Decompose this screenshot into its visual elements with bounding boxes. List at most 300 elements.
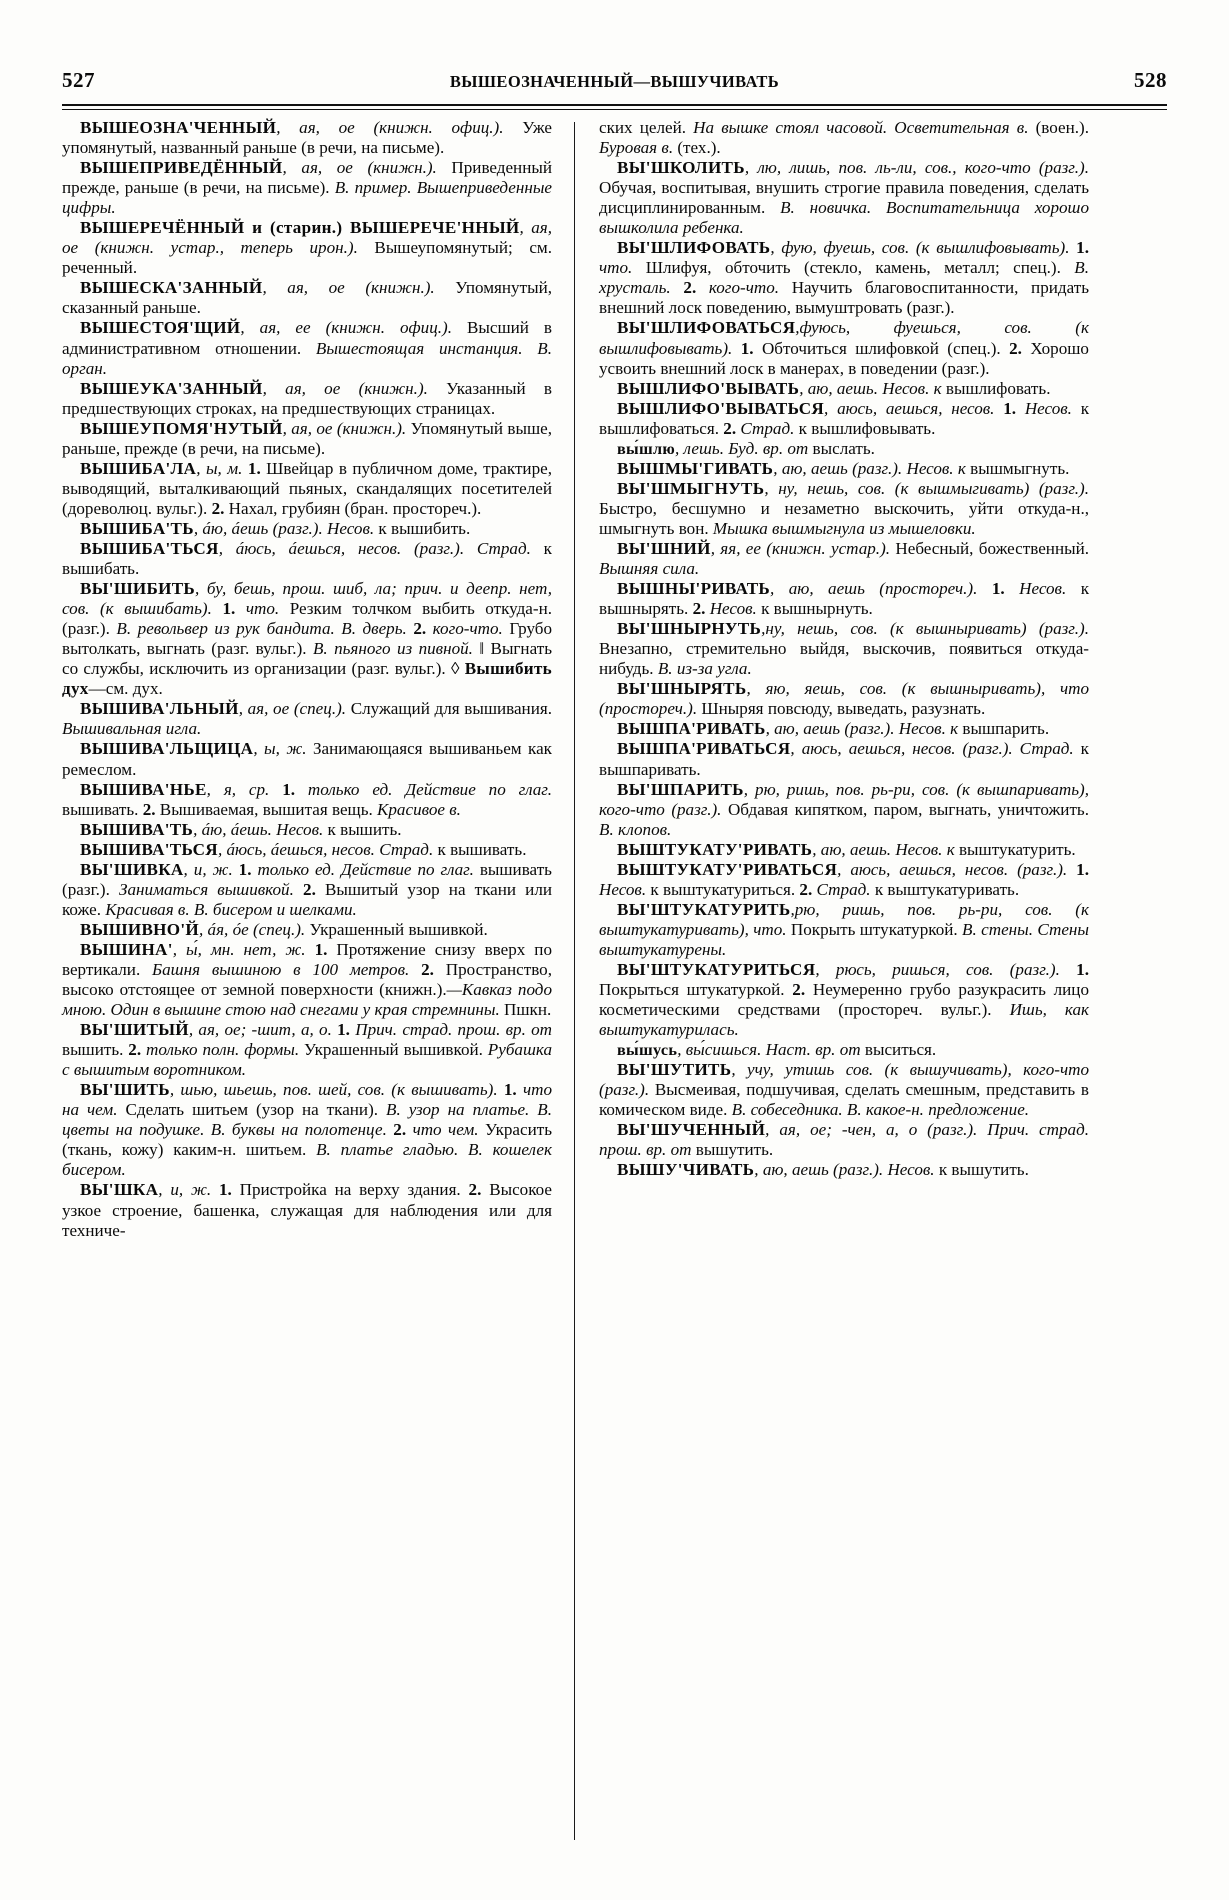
- entry-definition: к вышпаривать.: [599, 739, 1089, 779]
- spacer: [235, 599, 246, 618]
- entry-headword: ВЫШЕПРИВЕДЁННЫЙ: [80, 158, 283, 178]
- entry-grammar: , лю, лишь, пов. ль-ли, сов., кого-что (разг.).: [744, 158, 1089, 178]
- spacer: [671, 278, 684, 297]
- entry-example: В. пример. Вышеприведенные цифры.: [62, 178, 552, 218]
- entry-example: Мышка вышмыгнула из мышеловки.: [708, 518, 976, 538]
- entry-grammar: , аю, аешь (разг.).: [754, 1160, 884, 1180]
- dictionary-entry: [62, 860, 552, 920]
- sense-number: 2.: [413, 619, 427, 639]
- entry-headword: ВЫ'ШИТЫЙ: [80, 1020, 189, 1040]
- dictionary-entry: [62, 1020, 552, 1080]
- sense-example: Рубашка с вышитым воротником.: [62, 1040, 552, 1080]
- entry-grammar: , ну, нешь, сов. (к вышмыгивать) (разг.).: [764, 478, 1089, 498]
- entry-headword: ВЫШИБА'ЛА: [80, 458, 197, 478]
- sense-definition: Шлифуя, обточить (стекло, камень, металл; спец.).: [632, 258, 1061, 278]
- entry-definition: Внезапно, стремительно выйдя, выскочив, появиться откуда-нибудь.: [599, 639, 1089, 679]
- entry-grammar: , ая, ое (книжн. устар., теперь ирон.).: [62, 218, 552, 258]
- entry-grammar: , ая, ое (книжн.).: [282, 418, 407, 438]
- dictionary-entry: [62, 419, 552, 459]
- entry-headword: ВЫ'ШНИЙ: [617, 538, 711, 558]
- sense-definition: Швейцар в публичном доме, трактире, выводящий, выталкивающий пьяных, скандалящих посетителей (дореволюц. вульг.).: [62, 458, 552, 518]
- entry-headword: вы́шусь: [617, 1041, 678, 1060]
- entry-definition-label: Страд.: [1012, 739, 1074, 759]
- entry-headword: ВЫШИВА'ЛЬНЫЙ: [80, 699, 239, 719]
- entry-definition: Покрыть штукатуркой.: [786, 919, 958, 939]
- entry-grammar: , яя, ее (книжн. устар.).: [710, 538, 891, 558]
- sense-label: Прич. страд. прош. вр. от: [355, 1020, 553, 1040]
- entry-headword: ВЫШЕРЕЧЁННЫЙ: [80, 218, 245, 238]
- entry-definition: Обучая, воспитывая, внушить строгие правила поведения, сделать дисциплинированным.: [599, 178, 1089, 218]
- sense-number: 2.: [792, 980, 806, 1000]
- entry-definition: Высший в административном отношении.: [62, 318, 552, 358]
- sense-definition: Высокое узкое строение, башенка, служащая для наблюдения или для техниче-: [62, 1180, 552, 1240]
- entry-headword: ВЫШЛИФО'ВЫВАТЬ: [617, 378, 800, 398]
- dictionary-entry: [599, 379, 1089, 399]
- entry-definition-label: Несов. к: [894, 719, 959, 739]
- sense-example: В. платье гладью. В. кошелек бисером.: [62, 1140, 552, 1180]
- dictionary-entry: [62, 940, 552, 1020]
- sense-number: 1.: [991, 579, 1005, 599]
- sense-number: 1.: [1076, 238, 1089, 258]
- entry-grammar: , áю, áешь (разг.).: [193, 518, 323, 538]
- left-column: [62, 118, 574, 1840]
- dictionary-entry: [62, 278, 552, 318]
- entry-definition: Обдавая кипятком, паром, выгнать, уничтожить.: [721, 799, 1089, 819]
- sense-number: 1.: [222, 599, 236, 619]
- sense-label: только ед. Действие по глаг.: [257, 859, 474, 879]
- entry-headword: ВЫШЕУПОМЯ'НУТЫЙ: [80, 418, 283, 438]
- entry-grammar: , ы́, мн. нет, ж.: [172, 939, 306, 959]
- spacer: [409, 960, 421, 979]
- sense-definition: Пространство, высоко отстоящее от земной поверхности (книжн.).: [62, 959, 552, 1000]
- sense-definition: Украшенный вышивкой.: [299, 1040, 483, 1060]
- entry-definition: Занимающаяся вышиваньем как ремеслом.: [62, 739, 552, 779]
- sense-example: —Кавказ подо мною. Один в вышине стою над снегами у края стремнины.: [62, 980, 552, 1020]
- spacer: [1060, 960, 1076, 979]
- entry-grammar: , ая, ое (книжн.).: [262, 378, 428, 398]
- entry-definition: выситься.: [860, 1040, 937, 1060]
- entry-headword: ВЫШИВА'НЬЕ: [80, 779, 207, 799]
- sense-definition: Пристройка на верху здания.: [231, 1180, 461, 1200]
- entry-headword: ВЫ'ШЛИФОВАТЬ: [617, 238, 771, 258]
- sense-definition: Сделать шитьем (узор на ткани).: [117, 1100, 379, 1120]
- sense-definition: Обточиться шлифовкой (спец.).: [753, 338, 1001, 358]
- entry-grammar: , ая, ее (книжн. офиц.).: [240, 318, 452, 338]
- dictionary-entry: [599, 719, 1089, 739]
- entry-definition-label: Страд.: [464, 538, 531, 558]
- entry-headword: ВЫШМЫ'ГИВАТЬ: [617, 458, 774, 478]
- sense-definition: Вышиваемая, вышитая вещь.: [155, 799, 373, 819]
- dictionary-entry: [599, 960, 1089, 1040]
- entry-example: На вышке стоял часовой. Осветительная в.: [686, 118, 1029, 137]
- running-head: [62, 68, 1167, 96]
- sense-label: что чем.: [412, 1120, 479, 1140]
- sense-definition: Украсить (ткань, кожу) каким-н. шитьем.: [62, 1120, 553, 1160]
- entry-headword: ВЫ'ШУЧЕННЫЙ: [617, 1120, 766, 1140]
- entry-grammar: , ая, ое; -чен, а, о (разг.).: [765, 1120, 978, 1140]
- entry-headword: ВЫШНЫ'РИВАТЬ: [617, 579, 770, 599]
- entry-grammar: , аю, аешь.: [799, 378, 878, 398]
- spacer: [1067, 860, 1076, 879]
- entry-grammar: , яю, яешь, сов. (к вышныривать), что (простореч.).: [599, 679, 1089, 719]
- entry-definition: Вышеупомянутый; см. реченный.: [62, 238, 553, 278]
- dictionary-entry: [599, 579, 1089, 619]
- running-head-title: ВЫШЕОЗНАЧЕННЫЙ—ВЫШУЧИВАТЬ: [449, 72, 780, 91]
- entry-grammar: ,ну, нешь, сов. (к вышныривать) (разг.).: [761, 619, 1089, 639]
- sense-label: Страд.: [816, 879, 871, 899]
- sense-label: Несов.: [1024, 398, 1072, 418]
- rule-thick: [62, 104, 1167, 106]
- entry-headword: ВЫШТУКАТУ'РИВАТЬСЯ: [617, 859, 838, 879]
- entry-definition: Высмеивая, подшучивая, сделать смешным, представить в комическом виде.: [599, 1080, 1089, 1120]
- spacer: [732, 339, 740, 358]
- spacer: [269, 780, 282, 799]
- dictionary-entry: [62, 820, 552, 840]
- entry-headword: ВЫШТУКАТУ'РИВАТЬ: [617, 839, 813, 859]
- sense-number: 2.: [211, 498, 225, 518]
- dictionary-entry: [599, 1120, 1089, 1160]
- entry-definition-label: Прич. страд. прош. вр. от: [599, 1120, 1090, 1160]
- entry-grammar: , ая, ое; -шит, а, о.: [188, 1020, 332, 1040]
- entry-grammar: , вы́сишься.: [677, 1040, 762, 1060]
- sense-marker: что.: [245, 599, 280, 619]
- sense-number: 2.: [723, 418, 737, 438]
- idiom-phrase: Вышибить дух: [62, 659, 552, 699]
- sense-example: Красивая в. В. бисером и шелками.: [101, 899, 357, 919]
- dictionary-entry: [62, 218, 552, 278]
- sense-definition: Протяжение снизу вверх по вертикали.: [62, 939, 552, 979]
- entry-headword: вы́шлю: [617, 439, 675, 458]
- entry-headword: ВЫШИВА'ТЬСЯ: [80, 839, 218, 859]
- sense-example: В. хрусталь.: [599, 258, 1089, 298]
- entry-headword: ВЫ'ШПАРИТЬ: [617, 779, 744, 799]
- right-column: [575, 118, 1089, 1840]
- dictionary-entry: [62, 379, 552, 419]
- sense-example: В. узор на платье. В. цветы на подушке. В. буквы на полотенце.: [62, 1100, 552, 1140]
- sense-definition: Нахал, грубиян (бран. простореч.).: [224, 498, 482, 518]
- entry-headword: ВЫШИВНО'Й: [80, 919, 199, 939]
- dictionary-entry: [62, 1180, 552, 1240]
- sense-number: 1.: [503, 1080, 517, 1100]
- entry-definition: Упомянутый выше, раньше, прежде (в речи, на письме).: [62, 418, 552, 458]
- dictionary-entry: [599, 780, 1089, 840]
- sense-example: Красивое в.: [372, 799, 461, 819]
- entry-definition: Шныряя повсюду, выведать, разузнать.: [697, 699, 986, 719]
- dictionary-entry: [62, 579, 552, 699]
- entry-definition-label: Несов.: [322, 518, 375, 538]
- dictionary-entry: [599, 1060, 1089, 1120]
- entry-grammar: , шью, шьешь, пов. шей, сов. (к вышивать).: [169, 1080, 498, 1100]
- entry-example: В. клопов.: [599, 819, 672, 839]
- dictionary-entry: [62, 739, 552, 779]
- sense-definition: Покрыться штукатуркой.: [599, 980, 785, 1000]
- sense-label: только полн. формы.: [145, 1040, 300, 1060]
- dictionary-entry: [62, 840, 552, 860]
- entry-example: В. из-за угла.: [653, 659, 752, 679]
- entry-grammar: , рю, ришь, пов. рь-ри, сов. (к вышпаривать), кого-что (разг.).: [599, 779, 1089, 819]
- spacer: [294, 880, 303, 899]
- sense-label: только ед. Действие по глаг.: [307, 779, 552, 799]
- dictionary-entry: [599, 479, 1089, 539]
- entry-headword: ВЫШИБА'ТЬ: [80, 518, 194, 538]
- entry-grammar: , ая, ое (спец.).: [238, 699, 347, 719]
- dictionary-entry: [62, 699, 552, 739]
- column-container: [62, 118, 1167, 1840]
- spacer: [212, 599, 223, 618]
- entry-headword: ВЫ'ШИВКА: [80, 859, 184, 879]
- sense-definition: к вышнырять.: [599, 579, 1089, 619]
- entry-headword: ВЫШЕОЗНА'ЧЕННЫЙ: [80, 118, 277, 137]
- entry-example: Вышестоящая инстанция. В. орган.: [62, 338, 552, 378]
- entry-headword: ВЫШЛИФО'ВЫВАТЬСЯ: [617, 398, 825, 418]
- entry-definition: Приведенный прежде, раньше (в речи, на письме).: [62, 158, 552, 198]
- entry-grammar: , аюсь, аешься, несов.: [824, 398, 995, 418]
- spacer: [696, 278, 709, 297]
- sense-example: Башня вышиною в 100 метров.: [140, 959, 410, 979]
- dictionary-entry: [599, 439, 1089, 459]
- folio-right: 528: [1134, 68, 1167, 92]
- entry-definition: Уже упомянутый, названный раньше (в речи, на письме).: [62, 118, 552, 158]
- entry-example: В. собеседника. В. какое-н. предложение.: [727, 1100, 1030, 1120]
- sense-number: 1.: [1003, 398, 1017, 418]
- sense-number: 1.: [238, 859, 252, 879]
- entry-headword: ВЫ'ШМЫГНУТЬ: [617, 478, 765, 498]
- entry-headword: ВЫШЕУКА'ЗАННЫЙ: [80, 378, 263, 398]
- entry-headword: ВЫ'ШТУКАТУРИТЬСЯ: [617, 959, 816, 979]
- dictionary-entry: [62, 118, 552, 158]
- sense-definition: Неумеренно грубо разукрасить лицо косметическими средствами (простореч. вульг.).: [599, 980, 1090, 1020]
- entry-headword: ВЫ'ШЛИФОВАТЬСЯ: [617, 318, 796, 338]
- entry-grammar: , я, ср.: [206, 779, 270, 799]
- entry-definition-label: Наст. вр. от: [761, 1040, 861, 1060]
- sense-number: 2.: [421, 959, 434, 979]
- sense-definition: к выштукатуриться.: [646, 879, 796, 899]
- dictionary-entry: [62, 459, 552, 519]
- entry-headword: ВЫШЕСКА'ЗАННЫЙ: [80, 278, 263, 298]
- sense-number: 2.: [303, 879, 316, 899]
- entry-grammar: , и, ж.: [158, 1180, 212, 1200]
- sense-definition: к вышлифовывать.: [794, 418, 936, 438]
- sense-number: 2.: [393, 1120, 407, 1140]
- dictionary-entry: [599, 1040, 1089, 1060]
- entry-headword: ВЫ'ШНЫРЯТЬ: [617, 679, 747, 699]
- sense-number: 1.: [314, 939, 328, 959]
- sense-label: Несов.: [599, 879, 647, 899]
- sense-label: Страд.: [740, 418, 795, 438]
- sense-label: что на чем.: [62, 1080, 552, 1120]
- entry-grammar: , учу, утишь сов. (к вышучивать), кого-что (разг.).: [599, 1060, 1089, 1100]
- entry-grammar: , лешь.: [675, 438, 724, 458]
- entry-grammar: ,рю, ришь, пов. рь-ри, сов. (к выштукатуривать), что.: [599, 899, 1089, 939]
- dictionary-entry: [62, 158, 552, 218]
- sense-number: 2.: [692, 599, 706, 619]
- entry-definition-label: Несов.: [271, 819, 324, 839]
- dictionary-entry: [599, 860, 1089, 900]
- entry-grammar: ,фуюсь, фуешься, сов. (к вышлифовывать).: [599, 318, 1089, 358]
- dictionary-entry: [62, 920, 552, 940]
- entry-headword: ВЫ'ШТУКАТУРИТЬ: [617, 899, 791, 919]
- spacer: [1001, 339, 1009, 358]
- entry-label: (тех.).: [673, 138, 721, 158]
- dictionary-entry: [599, 399, 1089, 439]
- sense-marker: кого-что.: [432, 619, 503, 639]
- sense-number: 2.: [1009, 338, 1022, 358]
- entry-definition: Украшенный вышивкой.: [305, 919, 488, 939]
- sense-example: Заниматься вышивкой.: [109, 879, 294, 899]
- entry-definition: Упомянутый, сказанный раньше.: [62, 278, 552, 318]
- entry-grammar: , áя, óе (спец.).: [199, 919, 306, 939]
- sense-definition: вышивать.: [62, 799, 139, 819]
- sense-example: В. револьвер из рук бандита. В. дверь.: [109, 619, 407, 639]
- dictionary-entry: [599, 539, 1089, 579]
- entry-example: Буровая в.: [599, 138, 674, 158]
- dictionary-entry: [62, 318, 552, 378]
- entry-grammar: , áюсь, áешься, несов. (разг.).: [218, 538, 465, 558]
- sense-number: 2.: [799, 879, 813, 899]
- entry-definition: Небесный, божественный.: [890, 538, 1090, 558]
- sense-definition: Хорошо усвоить внешний лоск в манерах, в поведении (разг.).: [599, 338, 1089, 378]
- dictionary-entry: [599, 739, 1089, 779]
- entry-grammar: , аю, аешь.: [812, 839, 892, 859]
- entry-grammar: , ая, ое (книжн.).: [282, 158, 437, 178]
- sense-label: что.: [599, 258, 633, 278]
- entry-definition-label: Несов. к: [902, 458, 966, 478]
- entry-headword: ВЫ'ШНЫРНУТЬ: [617, 619, 762, 639]
- dictionary-entry: [599, 459, 1089, 479]
- entry-headword: ВЫШИНА': [80, 939, 173, 959]
- dictionary-entry: [599, 679, 1089, 719]
- dictionary-entry: [62, 519, 552, 539]
- dictionary-entry: [599, 118, 1089, 158]
- spacer: [977, 579, 991, 598]
- sense-label: Несов.: [1019, 579, 1067, 599]
- entry-grammar: , и, ж.: [183, 859, 233, 879]
- entry-example: В. новичка. Воспитательница хорошо вышколила ребенка.: [599, 198, 1089, 238]
- entry-headword: ВЫ'ШКОЛИТЬ: [617, 158, 745, 178]
- rule-thin: [62, 109, 1167, 110]
- dictionary-entry: [599, 1160, 1089, 1180]
- spacer: [1016, 399, 1025, 418]
- entry-definition-label: Несов.: [883, 1160, 935, 1180]
- entry-headword: ВЫ'ШУТИТЬ: [617, 1060, 732, 1080]
- entry-headword: ВЫШПА'РИВАТЬ: [617, 719, 766, 739]
- entry-label: (воен.).: [1028, 118, 1089, 137]
- spacer: [994, 399, 1003, 418]
- entry-grammar: , áю, áешь.: [193, 819, 272, 839]
- dictionary-entry: [599, 238, 1089, 318]
- entry-grammar: , áюсь, áешься, несов.: [217, 839, 375, 859]
- sense-definition: Научить благовоспитанности, придать внешний лоск поведению, вымуштровать (разг.).: [599, 278, 1089, 318]
- sense-number: 1.: [740, 338, 754, 358]
- sense-definition: к вышлифоваться.: [599, 398, 1089, 438]
- sense-number: 2.: [683, 278, 697, 298]
- entry-definition: выслать.: [808, 438, 875, 458]
- entry-example: Вышняя сила.: [599, 559, 700, 579]
- entry-headword: ВЫШУ'ЧИВАТЬ: [617, 1160, 755, 1180]
- dictionary-entry: [62, 1080, 552, 1180]
- entry-headword: ВЫШПА'РИВАТЬСЯ: [617, 739, 791, 759]
- dictionary-entry: [62, 539, 552, 579]
- spacer: [306, 940, 315, 959]
- entry-definition: вышутить.: [691, 1140, 774, 1160]
- entry-definition-label: Буд. вр. от: [723, 438, 809, 458]
- entry-shade-meaning: ‖ Выгнать со службы, исключить из организации (разг. вульг.).: [62, 639, 552, 679]
- entry-definition: выштукатурить.: [954, 839, 1076, 859]
- entry-grammar: , аю, аешь (разг.).: [773, 458, 903, 478]
- folio-left: 527: [62, 68, 95, 92]
- entry-definition: вышлифовать.: [941, 378, 1051, 398]
- entry-definition: Указанный в предшествующих строках, на предшествующих страницах.: [62, 378, 552, 418]
- dictionary-entry: [599, 900, 1089, 960]
- entry-headword: ВЫ'ШИБИТЬ: [80, 579, 196, 599]
- sense-number: 1.: [218, 1180, 232, 1200]
- entry-grammar: , рюсь, ришься, сов. (разг.).: [815, 959, 1060, 979]
- sense-number: 1.: [337, 1020, 350, 1040]
- entry-grammar: , аюсь, аешься, несов. (разг.).: [837, 859, 1068, 879]
- entry-headword: ВЫШИВА'ТЬ: [80, 819, 194, 839]
- entry-headword-variant: и (старин.) ВЫШЕРЕЧЕ'ННЫЙ: [244, 218, 520, 238]
- sense-number: 1.: [282, 779, 296, 799]
- spacer: [211, 1180, 219, 1199]
- spacer: [1005, 579, 1019, 598]
- spacer: [461, 1180, 469, 1199]
- entry-grammar: , ая, ое (книжн.).: [262, 278, 435, 298]
- entry-grammar: , фую, фуешь, сов. (к вышлифовывать).: [770, 238, 1070, 258]
- sense-number: 1.: [1076, 859, 1089, 879]
- entry-headword: ВЫШИВА'ЛЬЩИЦА: [80, 739, 254, 759]
- entry-definition: к вышутить.: [934, 1160, 1029, 1180]
- sense-definition: к вышнырнуть.: [756, 599, 873, 619]
- sense-number: 2.: [142, 799, 156, 819]
- entry-grammar: , аюсь, аешься, несов. (разг.).: [790, 739, 1013, 759]
- idiom-reference: —см. дух.: [88, 679, 163, 699]
- sense-definition: Резким толчком выбить откуда-н. (разг.).: [62, 599, 553, 639]
- sense-number: 2.: [468, 1180, 482, 1200]
- sense-example: В. пьяного из пивной.: [306, 639, 473, 659]
- entry-definition-label: Несов. к: [877, 378, 942, 398]
- entry-definition: к вышить.: [323, 819, 402, 839]
- entry-definition: Быстро, бесшумно и незаметно выскочить, уйти откуда-н., шмыгнуть вон.: [599, 498, 1089, 538]
- dictionary-entry: [62, 780, 552, 820]
- sense-definition: Грубо вытолкать, выгнать (разг. вульг.).: [62, 619, 553, 659]
- entry-attribution: Пшкн.: [499, 1000, 552, 1020]
- sense-definition: к выштукатуривать.: [870, 879, 1020, 899]
- entry-example: Вышивальная игла.: [62, 719, 202, 739]
- sense-definition: вышивать (разг.).: [62, 859, 552, 899]
- entry-headword: ВЫШИБА'ТЬСЯ: [80, 538, 219, 558]
- entry-definition: к вышибить.: [374, 518, 471, 538]
- entry-headword: ВЫШЕСТОЯ'ЩИЙ: [80, 318, 241, 338]
- entry-headword: ВЫ'ШКА: [80, 1180, 159, 1200]
- entry-grammar: , ая, ое (книжн. офиц.).: [276, 118, 504, 137]
- sense-label: кого-что.: [708, 278, 780, 298]
- entry-definition: вышмыгнуть.: [965, 458, 1070, 478]
- entry-definition: Служащий для вышивания.: [346, 699, 552, 719]
- entry-headword: ВЫ'ШИТЬ: [80, 1080, 170, 1100]
- dictionary-entry: [599, 840, 1089, 860]
- entry-definition: к вышивать.: [433, 839, 527, 859]
- entry-grammar: , ы, ж.: [253, 739, 307, 759]
- sense-number: 2.: [128, 1040, 142, 1060]
- dictionary-entry: [599, 158, 1089, 238]
- header-rule: [62, 104, 1167, 110]
- entry-definition: к вышибать.: [62, 538, 552, 579]
- sense-example: Ишь, как выштукатурилась.: [599, 1000, 1089, 1040]
- dictionary-entry: [599, 619, 1089, 679]
- spacer: [295, 780, 308, 799]
- sense-definition: Вышитый узор на ткани или коже.: [62, 879, 553, 919]
- entry-continuation: ских целей.: [599, 118, 687, 137]
